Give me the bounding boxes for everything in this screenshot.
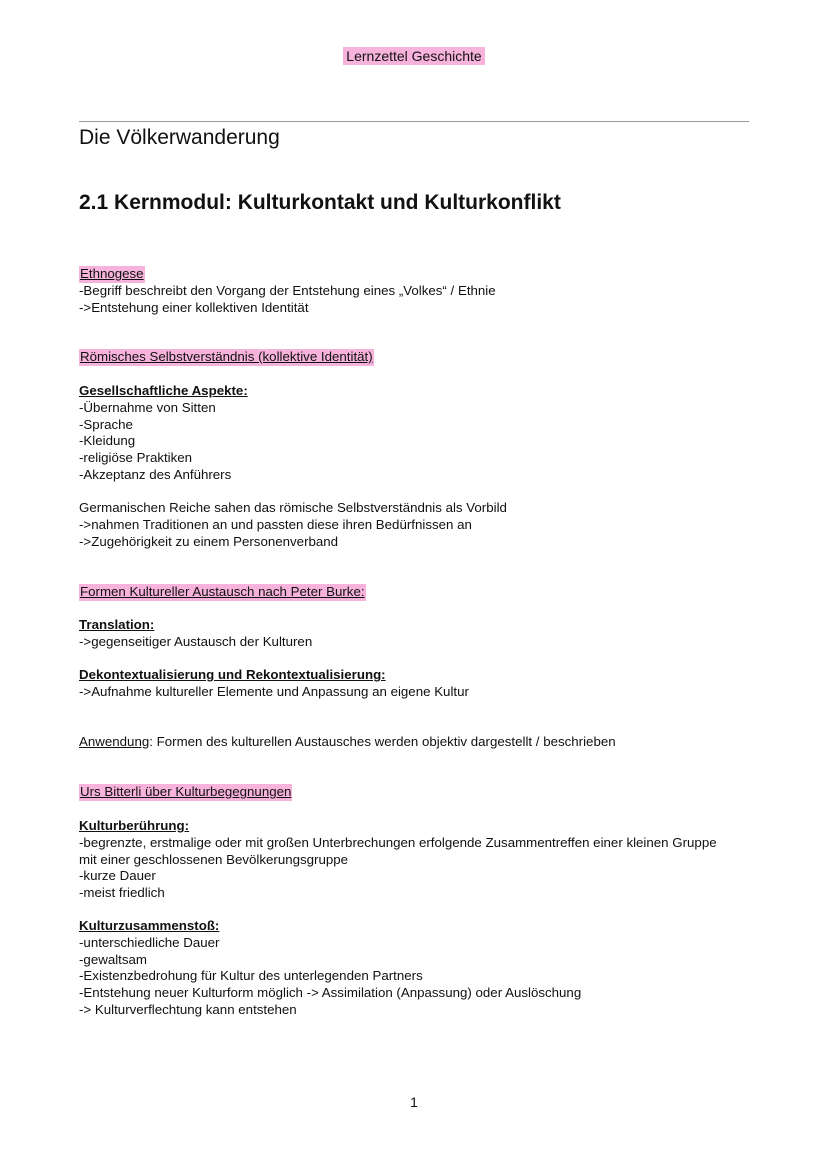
roemisch-paragraph (79, 500, 751, 550)
aspect-item: -Kleidung (79, 433, 136, 449)
section-heading: 2.1 Kernmodul: Kulturkontakt und Kulturkonflikt (79, 191, 561, 214)
translation-text: ->gegenseitiger Austausch der Kulturen (79, 633, 313, 649)
bitterli-title: Urs Bitterli über Kulturbegegnungen (80, 784, 292, 799)
aspect-item: -Sprache (79, 416, 133, 432)
bitterli-section (79, 784, 751, 801)
aspects-subtitle: Gesellschaftliche Aspekte: (79, 383, 248, 398)
burke-title: Formen Kultureller Austausch nach Peter Burke: (80, 584, 365, 599)
ethnogese-title: Ethnogese (80, 266, 144, 281)
beruehrung-line: mit einer geschlossenen Bevölkerungsgruppe (79, 851, 349, 867)
anwendung-text: : Formen des kulturellen Austausches werden objektiv dargestellt / beschrieben (149, 734, 616, 749)
aspect-item: -Akzeptanz des Anführers (79, 466, 232, 482)
page-number: 1 (410, 1094, 418, 1110)
burke-section (79, 584, 751, 601)
ethnogese-section (79, 266, 751, 316)
anwendung-block (79, 734, 751, 751)
translation-block (79, 617, 751, 651)
beruehrung-block (79, 818, 751, 902)
aspect-item: -religiöse Praktiken (79, 450, 193, 466)
aspect-item: -Übernahme von Sitten (79, 399, 216, 415)
dekon-title: Dekontextualisierung und Rekontextualisierung: (79, 667, 386, 682)
anwendung-label: Anwendung (79, 734, 150, 749)
beruehrung-line: -kurze Dauer (79, 868, 156, 884)
document-title: Die Völkerwanderung (79, 126, 280, 149)
zusammenstoss-title: Kulturzusammenstoß: (79, 918, 220, 933)
zusammenstoss-line: -gewaltsam (79, 951, 147, 967)
roemisch-section (79, 349, 751, 366)
beruehrung-line: -begrenzte, erstmalige oder mit großen Unterbrechungen erfolgende Zusammentreffen einer kleinen Gruppe (79, 834, 717, 850)
roemisch-aspects (79, 383, 751, 484)
paragraph-line: ->nahmen Traditionen an und passten diese ihren Bedürfnissen an (79, 516, 472, 532)
zusammenstoss-line: -> Kulturverflechtung kann entstehen (79, 1001, 297, 1017)
page-header (0, 46, 828, 66)
title-rule (79, 121, 749, 122)
dekon-text: ->Aufnahme kultureller Elemente und Anpassung an eigene Kultur (79, 683, 469, 699)
ethnogese-line: -Begriff beschreibt den Vorgang der Entstehung eines „Volkes“ / Ethnie (79, 282, 496, 298)
paragraph-line: ->Zugehörigkeit zu einem Personenverband (79, 533, 339, 549)
paragraph-line: Germanischen Reiche sahen das römische Selbstverständnis als Vorbild (79, 500, 507, 515)
roemisch-title: Römisches Selbstverständnis (kollektive Identität) (80, 349, 373, 364)
translation-title: Translation: (79, 617, 155, 632)
beruehrung-title: Kulturberührung: (79, 818, 190, 833)
zusammenstoss-line: -Entstehung neuer Kulturform möglich -> Assimilation (Anpassung) oder Auslöschung (79, 985, 582, 1001)
header-label: Lernzettel Geschichte (343, 47, 484, 65)
dekon-block (79, 667, 751, 701)
zusammenstoss-block (79, 918, 751, 1019)
zusammenstoss-line: -unterschiedliche Dauer (79, 934, 220, 950)
beruehrung-line: -meist friedlich (79, 885, 165, 901)
zusammenstoss-line: -Existenzbedrohung für Kultur des unterlegenden Partners (79, 968, 423, 984)
ethnogese-line: ->Entstehung einer kollektiven Identität (79, 299, 309, 315)
